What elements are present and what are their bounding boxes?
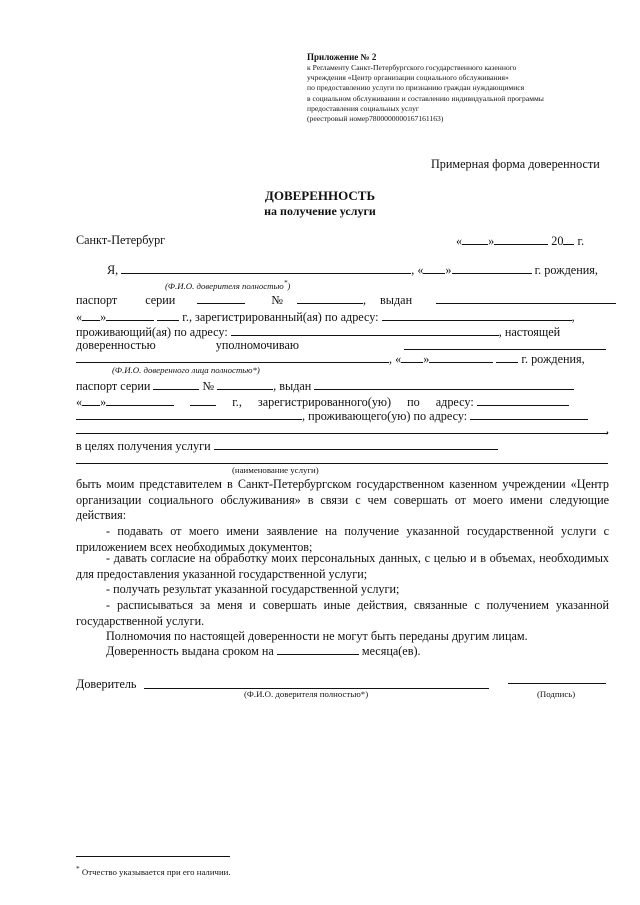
principal-birth-comma: ,	[411, 263, 415, 277]
agent-number-field[interactable]	[217, 378, 273, 390]
year-field[interactable]	[563, 233, 574, 245]
quote-close: »	[445, 263, 452, 277]
body-paragraph-5: - расписываться за меня и совершать иные действия, связанные с получением указанной государственной услуги.	[76, 598, 609, 628]
principal-fio-caption	[165, 278, 290, 291]
service-caption: (наименование услуги)	[232, 465, 319, 475]
agent-registered-word: по	[407, 395, 420, 409]
residing-address-field[interactable]	[231, 324, 499, 336]
principal-ya: Я,	[107, 263, 119, 277]
authorize-label: уполномочиваю	[215, 338, 299, 352]
agent-issue-year-field[interactable]	[190, 394, 216, 406]
number-field[interactable]	[297, 292, 363, 304]
series-label: серии	[145, 293, 176, 307]
appendix-line: по предоставлению услуги по признанию граждан нуждающимися	[307, 83, 525, 93]
footnote-text: Отчество указывается при его наличии.	[81, 866, 231, 877]
passport-label: паспорт	[76, 293, 118, 307]
appendix-line: учреждения «Центр организации социального обслуживания»	[307, 73, 509, 83]
appendix-line: в социальном обслуживании и составлению индивидуальной программы	[307, 93, 544, 103]
agent-number-label: №	[202, 379, 215, 393]
issued-by-field[interactable]	[436, 292, 616, 304]
principal-passport-line: паспорт серии № , выдан	[76, 292, 616, 308]
city: Санкт-Петербург	[76, 233, 166, 247]
agent-registered-address-cont[interactable]	[76, 408, 302, 420]
power-label: доверенностью	[76, 338, 156, 352]
agent-residing-line	[76, 408, 588, 424]
document-date	[456, 233, 584, 249]
caption-close: )	[287, 280, 291, 291]
issue-day-field[interactable]	[82, 309, 100, 321]
year-suffix: г.	[577, 234, 585, 248]
agent-birth-year-field[interactable]	[496, 351, 518, 363]
agent-birth-month-field[interactable]	[429, 351, 493, 363]
agent-issued-label: , выдан	[273, 379, 312, 393]
issue-year-field[interactable]	[157, 309, 179, 321]
agent-residing-address-field[interactable]	[470, 408, 588, 420]
agent-residing-label: , проживающего(ую) по адресу:	[302, 409, 468, 423]
body-paragraph-1: быть моим представителем в Санкт-Петербургском государственном казенном учреждении «Центр организации социального обслуживания» в связи с чем совершать от моего имени следующие действия:	[76, 477, 609, 522]
quote-close: »	[100, 310, 107, 324]
registered-label: г., зарегистрированный(ая) по адресу:	[182, 310, 379, 324]
agent-line: , « » г. рождения,	[76, 351, 585, 367]
service-name-field[interactable]	[214, 438, 498, 450]
quote-close: »	[423, 352, 430, 366]
body-paragraph-2: - подавать от моего имени заявление на получение указанной государственной услуги с приложением всех необходимых документов;	[76, 524, 609, 554]
document-title: ДОВЕРЕННОСТЬ	[264, 188, 376, 203]
body-paragraph-7	[106, 643, 421, 659]
signature-sign-caption: (Подпись)	[537, 689, 576, 699]
appendix-line: к Регламенту Санкт-Петербургского государственного казенного	[307, 63, 517, 72]
appendix-line: предоставления социальных услуг	[307, 103, 420, 113]
agent-registered-word: адресу:	[435, 395, 474, 409]
day-field[interactable]	[462, 233, 488, 245]
agent-issued-by-field[interactable]	[314, 378, 574, 390]
residing-label: проживающий(ая) по адресу:	[76, 325, 228, 339]
body-paragraph-4: - получать результат указанной государственной услуги;	[106, 582, 400, 596]
footnote-mark: *	[283, 278, 288, 287]
agent-issue-month-field[interactable]	[106, 394, 174, 406]
quote-close: »	[100, 395, 107, 409]
principal-birth-day-field[interactable]	[423, 262, 445, 274]
term-label: Доверенность выдана сроком на	[106, 644, 274, 658]
month-field[interactable]	[494, 233, 548, 245]
footnote-mark: *	[76, 864, 80, 873]
agent-residing-line-2[interactable]	[76, 433, 608, 434]
year-prefix: 20	[551, 234, 564, 248]
agent-series-field[interactable]	[153, 378, 199, 390]
series-field[interactable]	[197, 292, 245, 304]
issue-month-field[interactable]	[106, 309, 154, 321]
signature-fio-caption: (Ф.И.О. доверителя полностью*)	[244, 689, 369, 699]
agent-registered-g: г.,	[232, 395, 242, 409]
term-unit: месяца(ев).	[361, 644, 421, 658]
appendix-title: Приложение № 2	[307, 52, 377, 62]
form-note: Примерная форма доверенности	[431, 157, 600, 171]
principal-fio-field[interactable]	[121, 262, 411, 274]
body-paragraph-3: - давать согласие на обработку моих персональных данных, с целью и в объемах, необходимых для предоставления указанной государственной услуги;	[76, 551, 609, 581]
agent-fio-field[interactable]	[76, 351, 389, 363]
footnote-separator	[76, 856, 230, 857]
quote-close: »	[488, 234, 495, 248]
registered-address-field[interactable]	[382, 309, 572, 321]
caption-text: (Ф.И.О. доверителя полностью	[165, 280, 284, 291]
body-paragraph-6: Полномочия по настоящей доверенности не могут быть переданы другим лицам.	[106, 629, 528, 643]
agent-birth-day-field[interactable]	[401, 351, 423, 363]
number-label: №	[271, 293, 283, 307]
document-subtitle: на получение услуги	[264, 204, 376, 218]
principal-birth-year-field[interactable]	[452, 262, 532, 274]
agent-registered-word: зарегистрированного(ую)	[257, 395, 392, 409]
service-name-line-2[interactable]	[76, 463, 608, 464]
signature-label: Доверитель	[76, 677, 137, 691]
appendix-block	[307, 52, 544, 124]
service-label: в целях получения услуги	[76, 439, 211, 453]
quote-open: «	[76, 310, 83, 324]
principal-birth-label: г. рождения,	[534, 263, 598, 277]
quote-open: «	[417, 263, 424, 277]
service-line	[76, 438, 498, 454]
principal-registered-line: « » г., зарегистрированный(ая) по адресу: ,	[76, 310, 575, 324]
comma: ,	[606, 422, 610, 436]
agent-issue-day-field[interactable]	[82, 394, 100, 406]
appendix-registry-number: (реестровый номер7800000000167161163)	[307, 114, 444, 124]
principal-line	[107, 262, 598, 278]
quote-open: «	[395, 352, 402, 366]
agent-fio-caption: (Ф.И.О. доверенного лица полностью*)	[112, 365, 260, 375]
agent-passport-line	[76, 378, 574, 394]
issued-label: выдан	[380, 293, 413, 307]
signature-sign-line[interactable]	[508, 683, 606, 684]
agent-passport-label: паспорт серии	[76, 379, 151, 393]
present-label: , настоящей	[498, 325, 561, 339]
quote-open: «	[76, 395, 83, 409]
authorize-line[interactable]	[404, 349, 606, 350]
agent-birth-label: г. рождения,	[521, 352, 585, 366]
agent-registered-address-field[interactable]	[477, 394, 569, 406]
quote-open: «	[456, 234, 463, 248]
term-field[interactable]	[277, 643, 359, 655]
footnote	[76, 864, 231, 877]
